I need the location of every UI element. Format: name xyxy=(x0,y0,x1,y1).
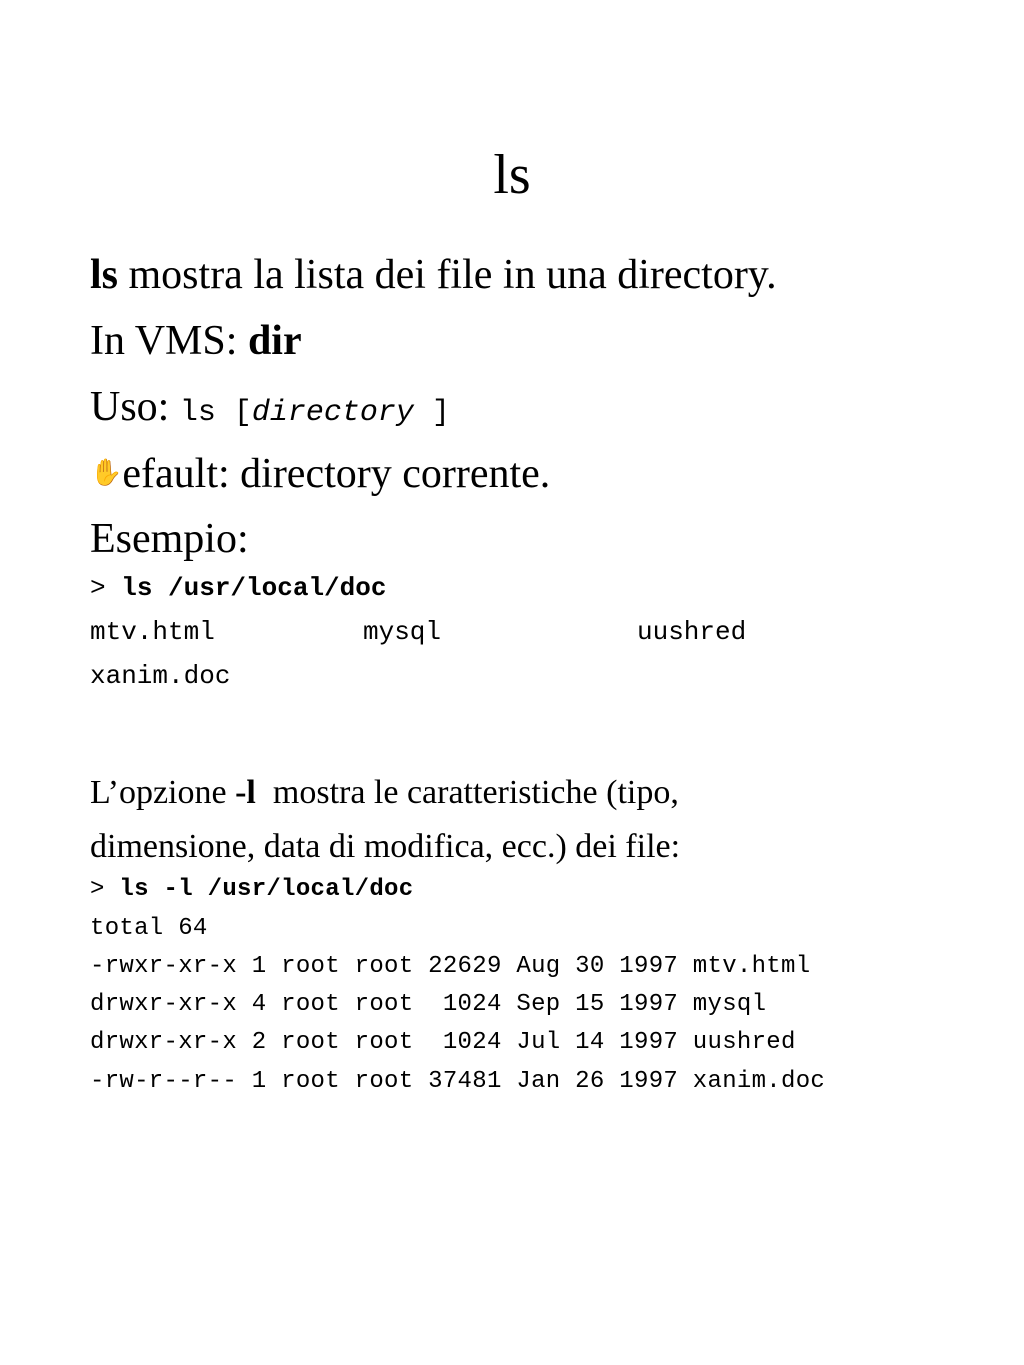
example1-output-2: mysql xyxy=(363,617,442,647)
usage-argument: directory xyxy=(251,396,414,430)
option-prefix: L’opzione xyxy=(90,774,236,811)
option-line-2: dimensione, data di modifica, ecc.) dei file: xyxy=(90,828,681,865)
example1-output-1: mtv.html xyxy=(90,617,215,647)
prompt: > xyxy=(90,876,120,903)
option-line-1 xyxy=(90,772,679,814)
option-flag: -l xyxy=(235,774,256,811)
usage-line xyxy=(90,382,450,438)
usage-close: ] xyxy=(413,396,450,430)
example1-output-4: xanim.doc xyxy=(90,661,231,691)
usage-command: ls [ xyxy=(179,396,252,430)
hand-pointing-icon: ✋ xyxy=(90,458,123,488)
option-text: mostra le caratteristiche (tipo, xyxy=(255,774,679,811)
listing-row: -rw-r--r-- 1 root root 37481 Jan 26 1997 xanim.doc xyxy=(90,1068,826,1095)
example2-command-line xyxy=(90,875,413,905)
usage-prefix: Uso: xyxy=(90,384,180,430)
example1-output-3: uushred xyxy=(637,617,747,647)
listing-row: drwxr-xr-x 2 root root 1024 Jul 14 1997 uushred xyxy=(90,1029,796,1056)
listing-row: -rwxr-xr-x 1 root root 22629 Aug 30 1997 mtv.html xyxy=(90,953,811,980)
page-title: ls xyxy=(493,144,531,206)
intro-text: mostra la lista dei file in una directory. xyxy=(118,252,777,298)
example2-total: total 64 xyxy=(90,915,208,942)
example-heading: Esempio: xyxy=(90,516,249,562)
example2-command: ls -l /usr/local/doc xyxy=(119,876,414,903)
prompt: > xyxy=(90,573,122,603)
example1-command-line xyxy=(90,572,386,604)
default-text: efault: directory corrente. xyxy=(122,451,551,497)
ls-command-label: ls xyxy=(90,252,119,298)
vms-prefix: In VMS: xyxy=(90,318,248,364)
vms-line xyxy=(90,316,302,366)
example1-command: ls /usr/local/doc xyxy=(121,573,387,603)
listing-row: drwxr-xr-x 4 root root 1024 Sep 15 1997 mysql xyxy=(90,991,767,1018)
vms-command: dir xyxy=(247,318,302,364)
default-line xyxy=(90,448,550,499)
intro-line xyxy=(90,250,777,300)
